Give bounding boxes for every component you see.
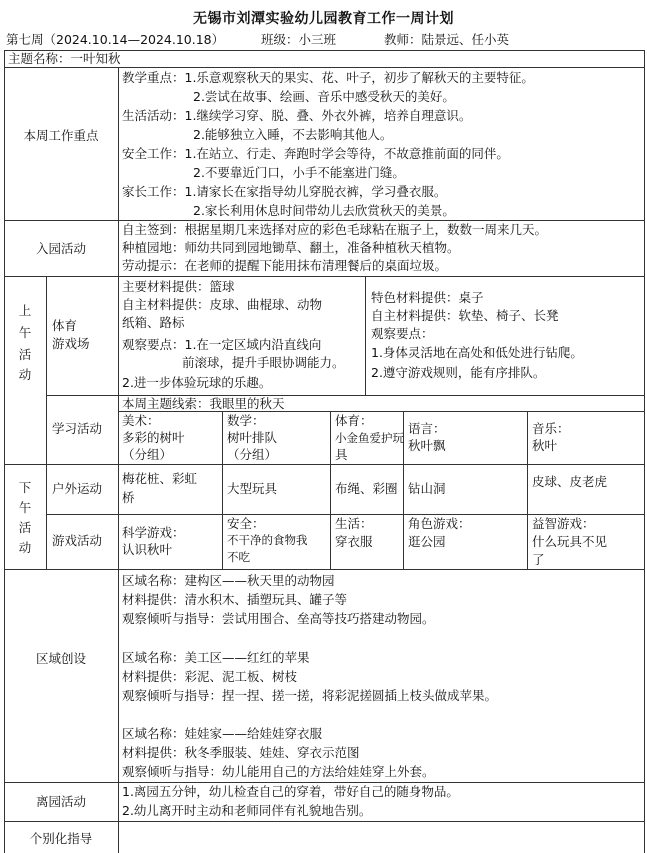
outdoor-item: 梅花桩、彩虹 [122,471,198,486]
zone-line: 区域名称：娃娃家——给娃娃穿衣服 [122,726,323,741]
focus-line: 2.能够独立入睡，不去影响其他人。 [193,127,393,142]
outdoor-item: 皮球、皮老虎 [532,474,608,489]
game-label: 游戏活动 [52,533,103,548]
theme-name: 主题名称：一叶知秋 [8,51,121,66]
page-title: 无锡市刘潭实验幼儿园教育工作一周计划 [193,11,454,27]
outdoor-item: 大型玩具 [227,481,278,496]
theme-thread: 本周主题线索：我眼里的秋天 [122,396,285,411]
sports-line: 1.身体灵活地在高处和低处进行钻爬。 [371,345,583,360]
table-border [118,569,119,853]
table-border [46,276,47,464]
table-border [644,50,645,853]
sports-label: 体育 [52,318,78,333]
individual-guidance-content [120,823,643,853]
outdoor-item: 布绳、彩圈 [335,481,398,496]
departure-line: 1.离园五分钟，幼儿检查自己的穿着，带好自己的随身物品。 [122,784,459,799]
focus-line: 生活活动：1.继续学习穿、脱、叠、外衣外裤，培养自理意识。 [122,108,472,123]
zone-line: 区域名称：建构区——秋天里的动物园 [122,573,335,588]
zone-line: 观察倾听与指导：尝试用围合、垒高等技巧搭建动物园。 [122,611,435,626]
table-border [118,464,119,569]
sports-line: 纸箱、路标 [122,315,185,330]
outdoor-label: 户外运动 [52,481,103,496]
table-border [4,464,645,465]
departure-label: 离园活动 [35,794,86,809]
focus-line: 2.尝试在故事、绘画、音乐中感受秋天的美好。 [193,89,455,104]
focus-label: 本周工作重点 [23,128,99,143]
arrival-line: 种植园地：师幼共同到园地锄草、翻土，准备种植秋天植物。 [122,240,460,255]
sports-label: 游戏场 [52,336,90,351]
sports-line: 主要材料提供：篮球 [122,279,235,294]
zone-line: 材料提供：彩泥、泥工板、树枝 [122,669,298,684]
zone-line: 观察倾听与指导：幼儿能用自己的方法给娃娃穿上外套。 [122,764,435,779]
sports-line: 特色材料提供：桌子 [371,290,484,305]
outdoor-item: 钻山洞 [408,481,446,496]
zones-label: 区域创设 [35,651,86,666]
class-name: 班级：小三班 [261,32,337,47]
afternoon-label-char: 活 [18,520,32,535]
sports-line: 前滚球，提升手眼协调能力。 [182,355,345,370]
table-border [118,276,119,395]
arrival-label: 入园活动 [35,241,86,256]
table-border [4,276,645,277]
morning-label-char: 上 [18,303,32,318]
afternoon-label-char: 动 [18,540,32,555]
sports-line: 观察要点： [371,326,434,341]
sports-line: 2.进一步体验玩球的乐趣。 [122,375,272,390]
table-border [4,569,645,570]
sports-line: 自主材料提供：皮球、曲棍球、动物 [122,297,323,312]
outdoor-item: 桥 [122,490,135,505]
sports-line: 2.遵守游戏规则，能有序排队。 [371,365,546,380]
zone-line: 区域名称：美工区——红红的苹果 [122,650,310,665]
morning-label-char: 活 [18,347,32,362]
table-border [4,782,645,783]
focus-line: 教学重点：1.乐意观察秋天的果实、花、叶子，初步了解秋天的主要特征。 [122,70,534,85]
week-range: 第七周（2024.10.14—2024.10.18） [6,32,225,47]
focus-line: 安全工作：1.在站立、行走、奔跑时学会等待，不故意推前面的同伴。 [122,146,509,161]
individual-guidance-label: 个别化指导 [29,831,93,846]
afternoon-label-char: 午 [18,500,32,515]
table-border [118,67,119,276]
table-border [4,821,645,822]
departure-line: 2.幼儿离开时主动和老师同伴有礼貌地告别。 [122,803,372,818]
focus-line: 2.不要靠近门口，小手不能塞进门缝。 [193,165,405,180]
focus-line: 2.家长利用休息时间带幼儿去欣赏秋天的美景。 [193,203,455,218]
zone-line: 材料提供：秋冬季服装、娃娃、穿衣示范图 [122,745,360,760]
arrival-line: 劳动提示：在老师的提醒下能用抹布清理餐后的桌面垃圾。 [122,258,448,273]
zone-line: 观察倾听与指导：捏一捏、搓一搓，将彩泥搓圆插上枝头做成苹果。 [122,688,498,703]
table-border [4,50,5,853]
table-border [365,276,366,395]
table-border [46,464,47,569]
zone-line: 材料提供：清水积木、插塑玩具、罐子等 [122,592,348,607]
table-border [4,67,645,68]
sports-line: 自主材料提供：软垫、椅子、长凳 [371,308,559,323]
teacher-names: 教师：陆景远、任小英 [384,32,510,47]
sports-line: 观察要点：1.在一定区域内沿直线向 [122,337,322,352]
table-border [222,411,223,569]
table-border [330,411,331,569]
afternoon-label-char: 下 [18,480,32,495]
morning-label-char: 动 [18,367,32,382]
table-border [46,514,645,515]
study-label: 学习活动 [52,421,103,436]
morning-label-char: 午 [18,325,32,340]
arrival-line: 自主签到：根据星期几来选择对应的彩色毛球粘在瓶子上，数数一周来几天。 [122,222,548,237]
table-border [4,220,645,221]
focus-line: 家长工作：1.请家长在家指导幼儿穿脱衣裤，学习叠衣服。 [122,184,447,199]
table-border [527,411,528,569]
table-border [118,395,119,464]
